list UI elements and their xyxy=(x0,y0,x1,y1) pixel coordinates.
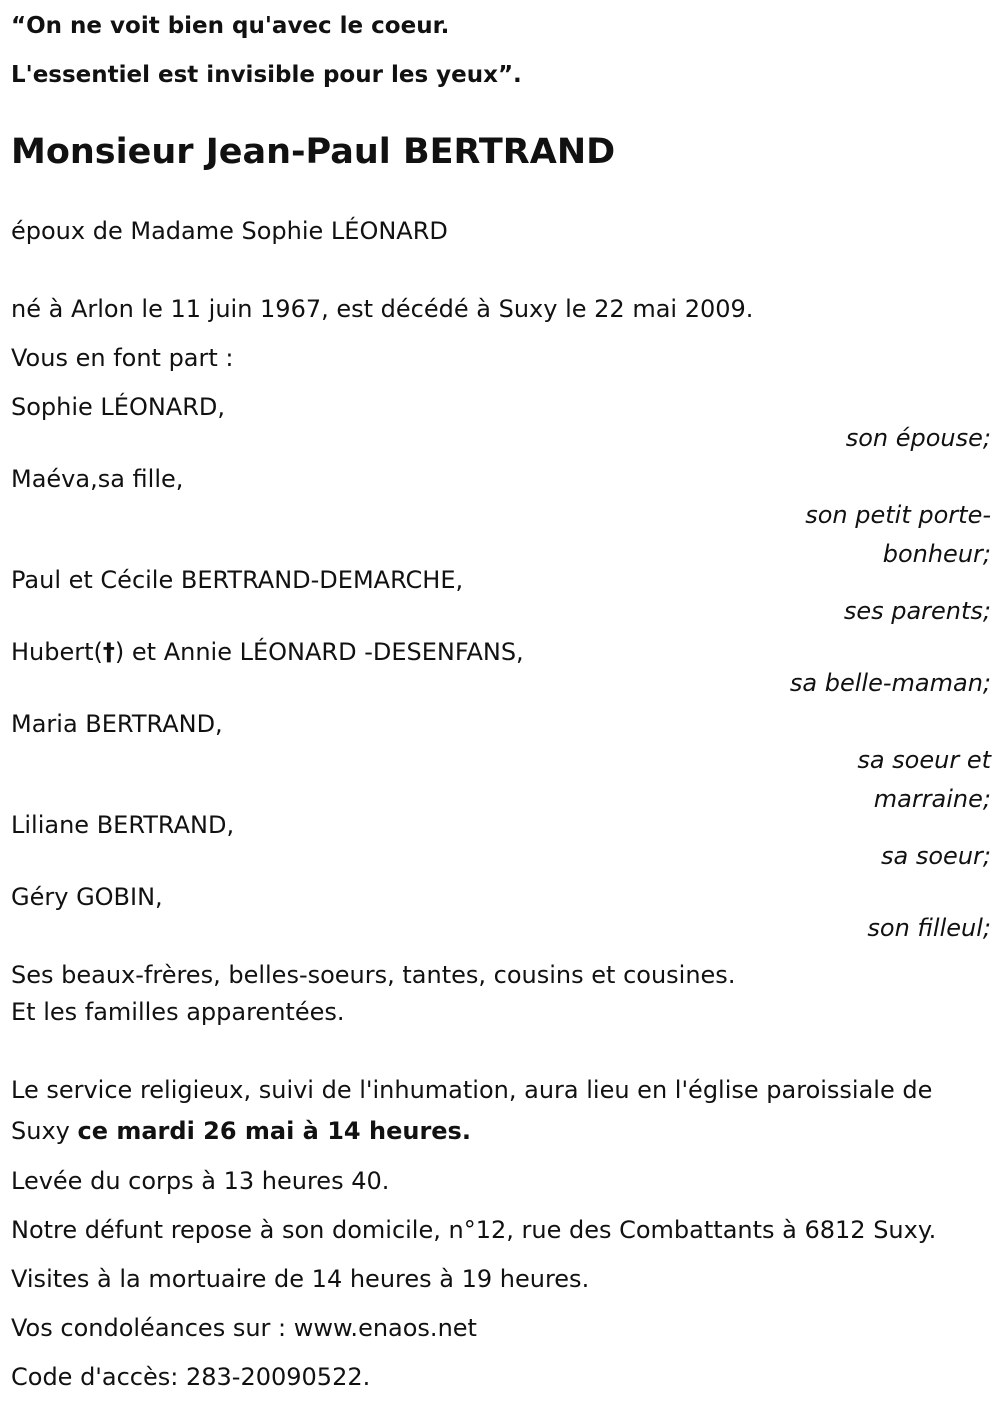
family-member-name: Paul et Cécile BERTRAND-DEMARCHE, xyxy=(11,566,464,594)
family-member-relation: son filleul; xyxy=(867,914,991,942)
announce-line: Vous en font part : xyxy=(11,344,234,372)
related-families-line: Et les familles apparentées. xyxy=(11,998,345,1026)
family-member xyxy=(11,810,991,876)
service-date: ce mardi 26 mai à 14 heures. xyxy=(77,1117,471,1145)
family-member-relation-cont: marraine; xyxy=(873,785,991,813)
family-member xyxy=(11,464,991,574)
family-member-name: Sophie LÉONARD, xyxy=(11,393,226,421)
name-part: Hubert( xyxy=(11,638,103,666)
family-member-name: Géry GOBIN, xyxy=(11,883,163,911)
quote xyxy=(11,0,991,100)
family-member-name xyxy=(11,637,991,667)
visits-line: Visites à la mortuaire de 14 heures à 19 heures. xyxy=(11,1265,590,1293)
service-text: Le service religieux, suivi de l'inhumation, aura lieu en l'église paroissiale de Suxy xyxy=(11,1076,933,1145)
condolences-line: Vos condoléances sur : www.enaos.net xyxy=(11,1314,477,1342)
spouse-line: époux de Madame Sophie LÉONARD xyxy=(11,217,448,245)
levee-line: Levée du corps à 13 heures 40. xyxy=(11,1167,390,1195)
deceased-name: Monsieur Jean-Paul BERTRAND xyxy=(11,132,616,172)
family-member-relation: son petit porte- xyxy=(805,501,991,529)
family-member xyxy=(11,709,991,819)
name-part: ) et Annie LÉONARD -DESENFANS, xyxy=(114,638,524,666)
family-member xyxy=(11,882,991,948)
family-member-relation: sa belle-maman; xyxy=(789,669,991,697)
quote-line-2: L'essentiel est invisible pour les yeux”. xyxy=(11,62,522,88)
service-paragraph xyxy=(11,1070,986,1152)
family-member-name: Maéva,sa fille, xyxy=(11,465,184,493)
family-member-name: Liliane BERTRAND, xyxy=(11,811,235,839)
family-member-relation: sa soeur; xyxy=(881,842,991,870)
family-member xyxy=(11,637,991,703)
access-code-line: Code d'accès: 283-20090522. xyxy=(11,1363,371,1391)
cross-icon: † xyxy=(102,638,115,666)
family-member-relation: sa soeur et xyxy=(857,746,991,774)
family-member-relation: son épouse; xyxy=(845,424,991,452)
family-member xyxy=(11,565,991,631)
quote-line-1: “On ne voit bien qu'avec le coeur. xyxy=(11,13,450,39)
family-member-name: Maria BERTRAND, xyxy=(11,710,223,738)
family-list xyxy=(11,392,991,948)
family-member xyxy=(11,392,991,458)
repose-line: Notre défunt repose à son domicile, n°12, rue des Combattants à 6812 Suxy. xyxy=(11,1216,937,1244)
birth-death-line: né à Arlon le 11 juin 1967, est décédé à Suxy le 22 mai 2009. xyxy=(11,295,754,323)
obituary-notice xyxy=(11,0,991,1421)
family-member-relation-cont: bonheur; xyxy=(882,540,991,568)
family-member-relation: ses parents; xyxy=(843,597,991,625)
extended-family-line: Ses beaux-frères, belles-soeurs, tantes, cousins et cousines. xyxy=(11,961,736,989)
